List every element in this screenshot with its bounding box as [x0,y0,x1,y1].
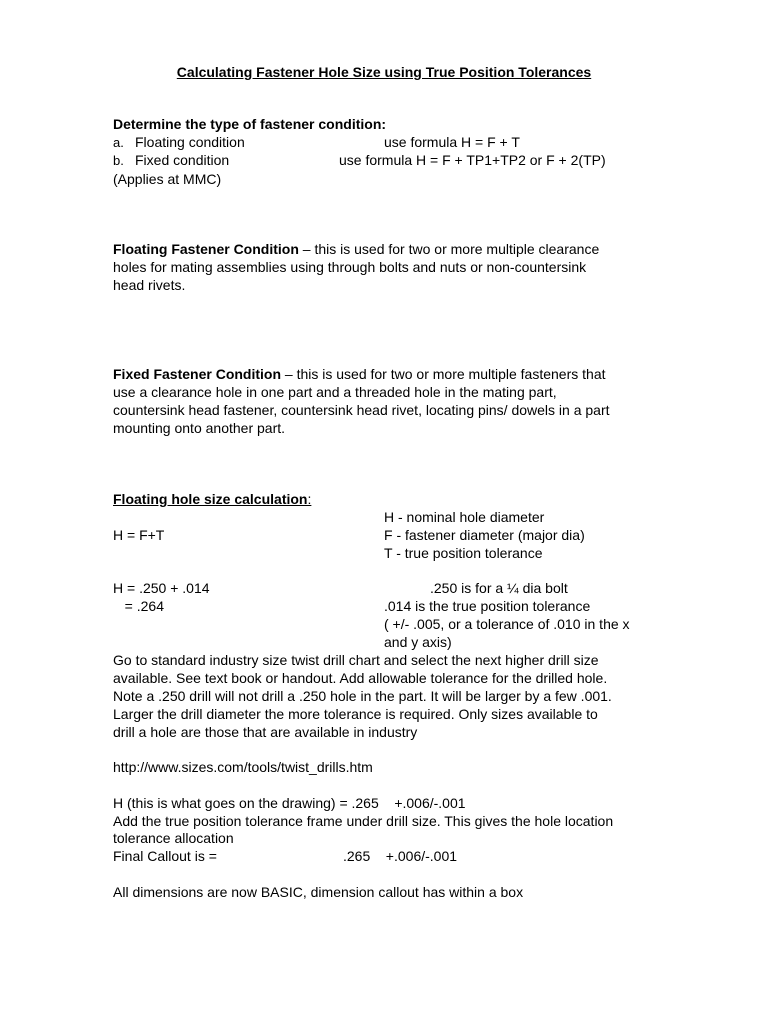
def-f: F - fastener diameter (major dia) [384,527,585,543]
equation-2: = .264 [113,598,164,614]
paragraph-line-2: available. See text book or handout. Add allowable tolerance for the drilled hole. [113,670,608,686]
basic-note: All dimensions are now BASIC, dimension callout has within a box [113,884,524,900]
floating-line-1: Floating Fastener Condition – this is used for two or more multiple clearance [113,241,600,257]
fixed-line-3: countersink head fastener, countersink head rivet, locating pins/ dowels in a part [113,402,610,418]
fixed-line-4: mounting onto another part. [113,420,286,436]
final-callout-value: .265 +.006/-.001 [343,848,458,864]
note-bolt: .250 is for a ¼ dia bolt [430,580,568,596]
fixed-line-1: Fixed Fastener Condition – this is used for two or more multiple fasteners that [113,366,606,382]
calc-heading: Floating hole size calculation: [113,491,312,507]
item-b-label: Fixed condition [135,152,230,168]
item-a-formula: use formula H = F + T [384,134,520,150]
item-a-letter: a. [113,135,124,150]
def-t: T - true position tolerance [384,545,543,561]
floating-term: Floating Fastener Condition [113,241,299,257]
paragraph-line-5: drill a hole are those that are available in industry [113,724,418,740]
note-tolerance: .014 is the true position tolerance [384,598,591,614]
floating-line-2: holes for mating assemblies using through bolts and nuts or non-countersink [113,259,587,275]
fixed-line-2: use a clearance hole in one part and a threaded hole in the mating part, [113,384,557,400]
document-title: Calculating Fastener Hole Size using True Position Tolerances [176,64,592,80]
add-frame-line-2: tolerance allocation [113,830,234,846]
def-h: H - nominal hole diameter [384,509,545,525]
final-callout-label: Final Callout is = [113,848,217,864]
fixed-term: Fixed Fastener Condition [113,366,282,382]
item-a-label: Floating condition [135,134,245,150]
item-a [113,133,245,152]
paragraph-line-1: Go to standard industry size twist drill chart and select the next higher drill size [113,652,599,668]
note-xy-1: ( +/- .005, or a tolerance of .010 in the x [384,616,630,632]
equation-1: H = .250 + .014 [113,580,210,596]
floating-line-3: head rivets. [113,277,186,293]
paragraph-line-3: Note a .250 drill will not drill a .250 hole in the part. It will be larger by a few .001. [113,688,612,704]
item-b [113,151,229,170]
formula: H = F+T [113,527,165,543]
condition-heading: Determine the type of fastener condition: [113,116,387,132]
paragraph-line-4: Larger the drill diameter the more tolerance is required. Only sizes available to [113,706,598,722]
mmc-note: (Applies at MMC) [113,171,222,187]
note-xy-2: and y axis) [384,634,452,650]
item-b-formula: use formula H = F + TP1+TP2 or F + 2(TP) [339,152,606,168]
add-frame-line-1: Add the true position tolerance frame under drill size. This gives the hole location [113,813,614,829]
drill-chart-link[interactable]: http://www.sizes.com/tools/twist_drills.htm [113,759,373,775]
item-b-letter: b. [113,153,124,168]
hole-size-line: H (this is what goes on the drawing) = .265 +.006/-.001 [113,795,466,811]
